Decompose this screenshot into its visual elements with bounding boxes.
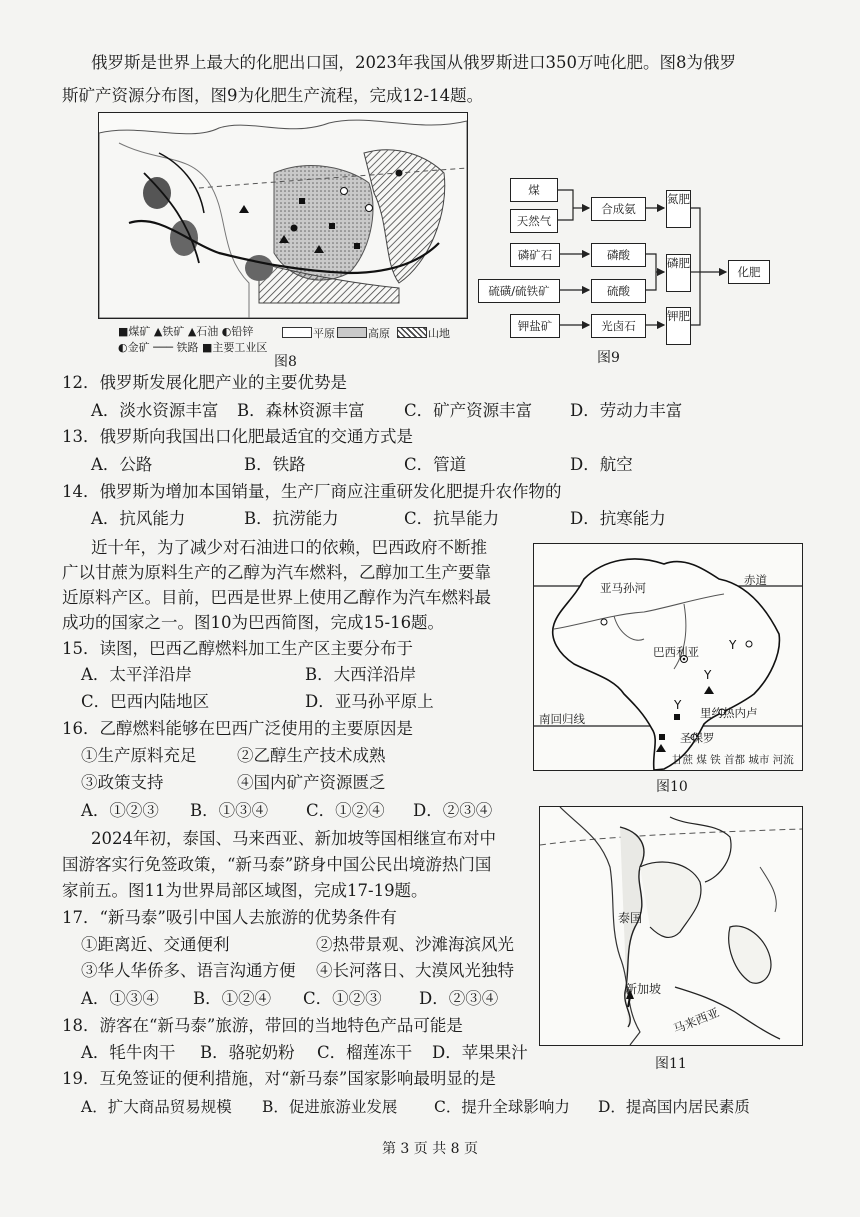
q12-option-a: A．淡水资源丰富: [91, 401, 219, 420]
legend-plain-label: 平原: [313, 327, 335, 340]
q17-option-b: B．①②④: [193, 989, 272, 1008]
q12-option-b: B．森林资源丰富: [237, 401, 365, 420]
figure-9-flowchart: [478, 168, 778, 343]
q16-statement-1: ①生产原料充足: [81, 746, 197, 765]
q15-option-d: D．亚马孙平原上: [305, 692, 434, 711]
svg-text:Y: Y: [729, 638, 737, 652]
q13-option-b: B．铁路: [244, 455, 306, 474]
q12-option-c: C．矿产资源丰富: [404, 401, 533, 420]
q16-statement-4: ④国内矿产资源匮乏: [237, 773, 386, 792]
box-synthetic-ammonia: 合成氨: [591, 197, 646, 221]
q16-statement-2: ②乙醇生产技术成熟: [237, 746, 386, 765]
q15-option-b: B．大西洋沿岸: [305, 665, 417, 684]
intro2-line-2: 广以甘蔗为原料生产的乙醇为汽车燃料，乙醇加工生产要靠: [62, 563, 491, 582]
legend-plain-swatch: [282, 327, 312, 338]
q14-option-b: B．抗涝能力: [244, 509, 339, 528]
label-tropic-of-capricorn: 南回归线: [539, 712, 585, 726]
q17-option-a: A．①③④: [81, 989, 159, 1008]
q17-stem: 17．“新马泰”吸引中国人去旅游的优势条件有: [62, 908, 397, 927]
q13-option-d: D．航空: [570, 455, 633, 474]
q16-option-c: C．①②④: [306, 801, 385, 820]
legend-plateau-swatch: [337, 327, 367, 338]
box-sulfur-pyrite: 硫磺/硫铁矿: [478, 279, 560, 303]
box-potash-fertilizer: 钾肥: [666, 307, 691, 345]
q17-statement-2: ②热带景观、沙滩海滨风光: [316, 935, 514, 954]
box-fertilizer: 化肥: [728, 260, 770, 284]
legend-mountain-label: 山地: [428, 327, 450, 340]
q14-option-d: D．抗寒能力: [570, 509, 666, 528]
box-phosphoric-acid: 磷酸: [591, 243, 646, 267]
label-brasilia: 巴西利亚: [653, 645, 699, 659]
q19-option-a: A．扩大商品贸易规模: [81, 1098, 232, 1116]
box-coal: 煤: [510, 178, 558, 202]
label-sao-paulo: 圣保罗: [680, 731, 715, 745]
box-sulfuric-acid: 硫酸: [591, 279, 646, 303]
q18-option-b: B．骆驼奶粉: [200, 1043, 295, 1062]
figure-8-caption: 图8: [274, 354, 297, 370]
q15-stem: 15．读图，巴西乙醇燃料加工生产区主要分布于: [62, 639, 413, 658]
intro3-line-3: 家前五。图11为世界局部区域图，完成17-19题。: [62, 881, 428, 900]
q19-option-c: C．提升全球影响力: [434, 1098, 570, 1116]
intro2-line-1: 近十年，为了减少对石油进口的依赖，巴西政府不断推: [91, 538, 487, 557]
figure-10-map: [533, 543, 803, 771]
intro2-line-3: 近原料产区。目前，巴西是世界上使用乙醇作为汽车燃料最: [62, 588, 491, 607]
legend-plateau-label: 高原: [368, 327, 390, 340]
q16-option-b: B．①③④: [190, 801, 269, 820]
q15-option-c: C．巴西内陆地区: [81, 692, 210, 711]
box-natural-gas: 天然气: [510, 209, 558, 233]
q19-option-d: D．提高国内居民素质: [598, 1098, 750, 1116]
q16-statement-3: ③政策支持: [81, 773, 164, 792]
q14-stem: 14．俄罗斯为增加本国销量，生产厂商应注重研发化肥提升农作物的: [62, 482, 562, 501]
intro3-line-2: 国游客实行免签政策，“新马泰”跻身中国公民出境游热门国: [62, 855, 492, 874]
label-singapore: 新加坡: [625, 982, 662, 996]
q19-option-b: B．促进旅游业发展: [262, 1098, 398, 1116]
intro-line-2: 斯矿产资源分布图，图9为化肥生产流程，完成12-14题。: [62, 86, 484, 105]
q17-option-c: C．①②③: [303, 989, 382, 1008]
q14-option-c: C．抗旱能力: [404, 509, 500, 528]
q17-statement-4: ④长河落日、大漠风光独特: [316, 961, 514, 980]
q14-option-a: A．抗风能力: [91, 509, 186, 528]
label-rio-de-janeiro: 里约热内卢: [700, 706, 758, 720]
box-phosphate-fertilizer: 磷肥: [666, 254, 691, 292]
q18-option-a: A．牦牛肉干: [81, 1043, 176, 1062]
intro2-line-4: 成功的国家之一。图10为巴西简图，完成15-16题。: [62, 613, 445, 632]
q17-statement-3: ③华人华侨多、语言沟通方便: [81, 961, 296, 980]
label-amazon-river: 亚马孙河: [600, 581, 646, 595]
q13-option-a: A．公路: [91, 455, 153, 474]
q13-stem: 13．俄罗斯向我国出口化肥最适宜的交通方式是: [62, 427, 413, 446]
figure-11-map: [539, 806, 803, 1046]
q18-stem: 18．游客在“新马泰”旅游，带回的当地特色产品可能是: [62, 1016, 463, 1035]
intro-line-1: 俄罗斯是世界上最大的化肥出口国，2023年我国从俄罗斯进口350万吨化肥。图8为俄罗: [91, 53, 736, 72]
russia-map-graphic: [99, 113, 467, 318]
figure-9-caption: 图9: [597, 350, 620, 366]
page-footer: 第 3 页 共 8 页: [381, 1141, 479, 1157]
q16-option-a: A．①②③: [81, 801, 159, 820]
southeast-asia-map-graphic: [540, 807, 802, 1045]
label-thailand: 泰国: [618, 911, 643, 925]
q19-stem: 19．互免签证的便利措施，对“新马泰”国家影响最明显的是: [62, 1069, 496, 1088]
figure-10-caption: 图10: [656, 779, 688, 795]
q13-option-c: C．管道: [404, 455, 467, 474]
q18-option-c: C．榴莲冻干: [317, 1043, 413, 1062]
q17-statement-1: ①距离近、交通便利: [81, 935, 230, 954]
figure-11-caption: 图11: [655, 1056, 687, 1072]
box-potash-ore: 钾盐矿: [510, 314, 560, 338]
q17-option-d: D．②③④: [419, 989, 499, 1008]
legend-mountain-swatch: [397, 327, 427, 338]
fig10-legend: 甘蔗 煤 铁 首都 城市 河流: [672, 754, 794, 766]
q15-option-a: A．太平洋沿岸: [81, 665, 192, 684]
box-nitrogen-fertilizer: 氮肥: [666, 190, 691, 228]
fig8-legend-symbols-2: ◐金矿 ─── 铁路 ■主要工业区: [118, 341, 268, 354]
fig8-legend-symbols-1: ■煤矿 ▲铁矿 ▲石油 ◐铅锌: [118, 325, 254, 338]
q12-stem: 12．俄罗斯发展化肥产业的主要优势是: [62, 373, 347, 392]
label-equator: 赤道: [744, 573, 767, 587]
intro3-line-1: 2024年初，泰国、马来西亚、新加坡等国相继宣布对中: [91, 829, 496, 848]
q16-stem: 16．乙醇燃料能够在巴西广泛使用的主要原因是: [62, 719, 413, 738]
box-carnallite: 光卤石: [591, 314, 646, 338]
svg-text:Y: Y: [704, 668, 712, 682]
svg-text:Y: Y: [674, 698, 682, 712]
q16-option-d: D．②③④: [413, 801, 493, 820]
box-phosphate-rock: 磷矿石: [510, 243, 560, 267]
figure-8-map: [98, 112, 468, 319]
q18-option-d: D．苹果果汁: [432, 1043, 528, 1062]
q12-option-d: D．劳动力丰富: [570, 401, 683, 420]
label-malaysia: 马来西亚: [671, 1005, 722, 1037]
